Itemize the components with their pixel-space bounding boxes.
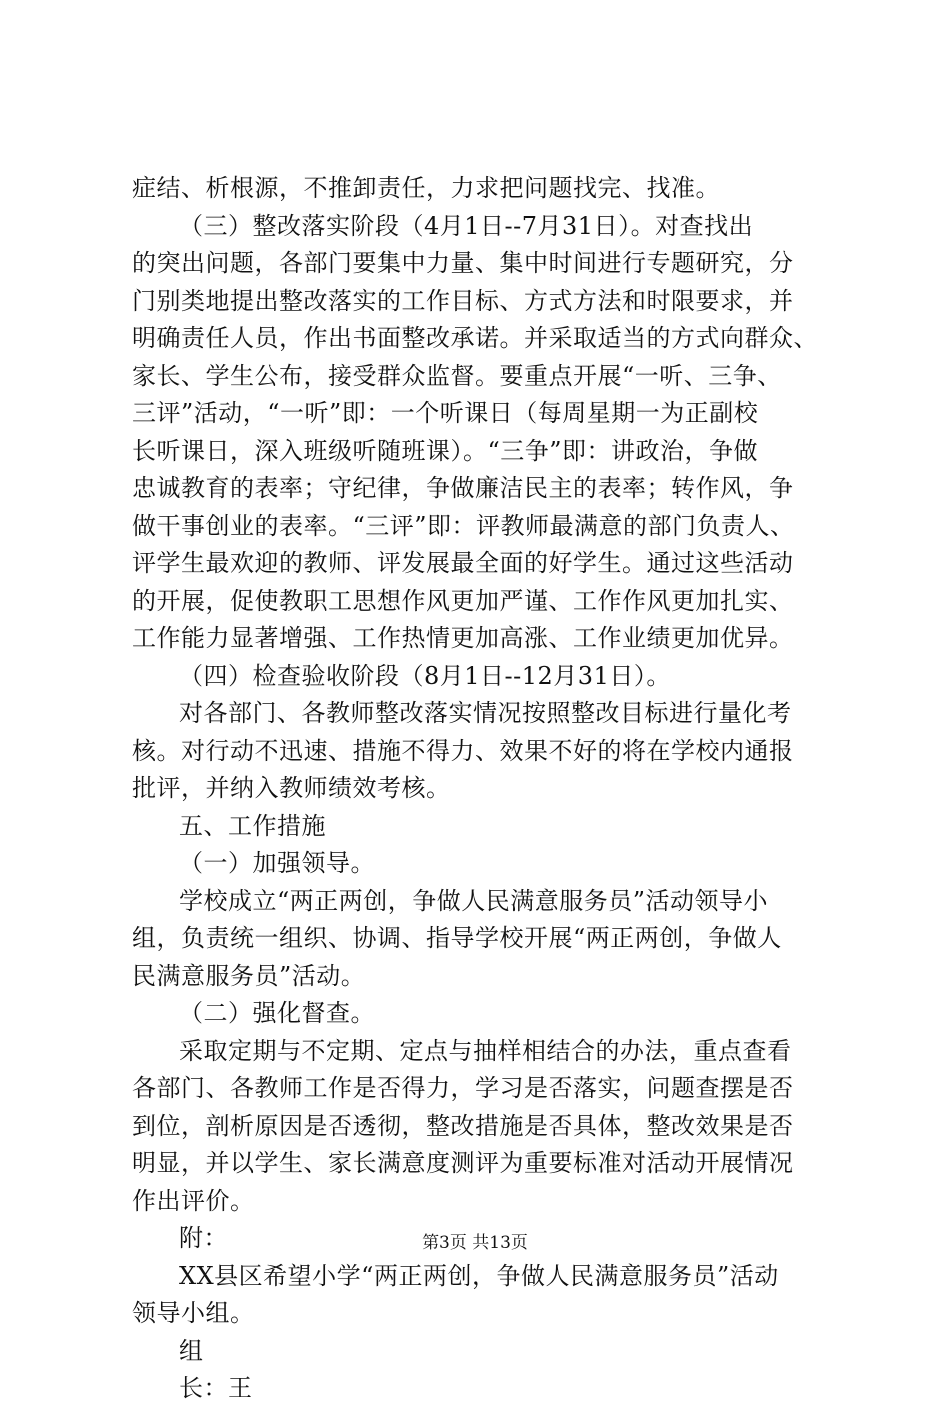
- text-line: XX县区希望小学“两正两创，争做人民满意服务员”活动: [179, 1261, 779, 1290]
- text-line: 五、工作措施: [179, 811, 326, 840]
- text-line: 长：王: [179, 1374, 253, 1402]
- text-line: 附：: [179, 1224, 228, 1252]
- document-body: [132, 170, 852, 1408]
- text-line: 症结、析根源，不推卸责任，力求把问题找完、找准。: [132, 174, 720, 202]
- text-line: 民满意服务员”活动。: [132, 961, 366, 990]
- text-line: （二）强化督查。: [179, 999, 375, 1027]
- text-line: 的开展，促使教职工思想作风更加严谨、工作作风更加扎实、: [132, 586, 794, 615]
- text-line: 学校成立“两正两创，争做人民满意服务员”活动领导小: [179, 886, 769, 915]
- text-line: 明确责任人员，作出书面整改承诺。并采取适当的方式向群众、: [132, 324, 818, 352]
- text-line: 对各部门、各教师整改落实情况按照整改目标进行量化考: [179, 699, 792, 727]
- text-line: 忠诚教育的表率；守纪律，争做廉洁民主的表率；转作风，争: [132, 474, 794, 502]
- text-line: （一）加强领导。: [179, 849, 375, 877]
- text-line: 家长、学生公布，接受群众监督。要重点开展“一听、三争、: [132, 361, 782, 390]
- text-line: 组，负责统一组织、协调、指导学校开展“两正两创，争做人: [132, 924, 782, 952]
- text-line: 明显，并以学生、家长满意度测评为重要标准对活动开展情况: [132, 1149, 794, 1177]
- text-line: （四）检查验收阶段（8月1日--12月31日）。: [179, 661, 671, 690]
- text-line: （三）整改落实阶段（4月1日--7月31日）。对查找出: [179, 211, 754, 240]
- page-footer: 第3页 共13页: [422, 1233, 528, 1253]
- text-line: 核。对行动不迅速、措施不得力、效果不好的将在学校内通报: [132, 736, 794, 765]
- text-line: 领导小组。: [132, 1299, 255, 1327]
- text-line: 做干事创业的表率。“三评”即：评教师最满意的部门负责人、: [132, 511, 795, 540]
- text-line: 各部门、各教师工作是否得力，学习是否落实，问题查摆是否: [132, 1074, 794, 1102]
- text-line: 评学生最欢迎的教师、评发展最全面的好学生。通过这些活动: [132, 549, 794, 577]
- text-line: 批评，并纳入教师绩效考核。: [132, 774, 451, 802]
- text-line: 门别类地提出整改落实的工作目标、方式方法和时限要求，并: [132, 286, 794, 315]
- text-line: 的突出问题，各部门要集中力量、集中时间进行专题研究，分: [132, 249, 794, 277]
- text-line: 组: [179, 1336, 204, 1365]
- text-line: 长听课日，深入班级听随班课）。“三争”即：讲政治，争做: [132, 436, 759, 465]
- text-line: 三评”活动，“一听”即：一个听课日（每周星期一为正副校: [132, 399, 759, 427]
- text-line: 工作能力显著增强、工作热情更加高涨、工作业绩更加优异。: [132, 624, 794, 652]
- text-line: 到位，剖析原因是否透彻，整改措施是否具体，整改效果是否: [132, 1111, 794, 1140]
- text-line: 作出评价。: [132, 1186, 255, 1215]
- text-line: 采取定期与不定期、定点与抽样相结合的办法，重点查看: [179, 1036, 792, 1065]
